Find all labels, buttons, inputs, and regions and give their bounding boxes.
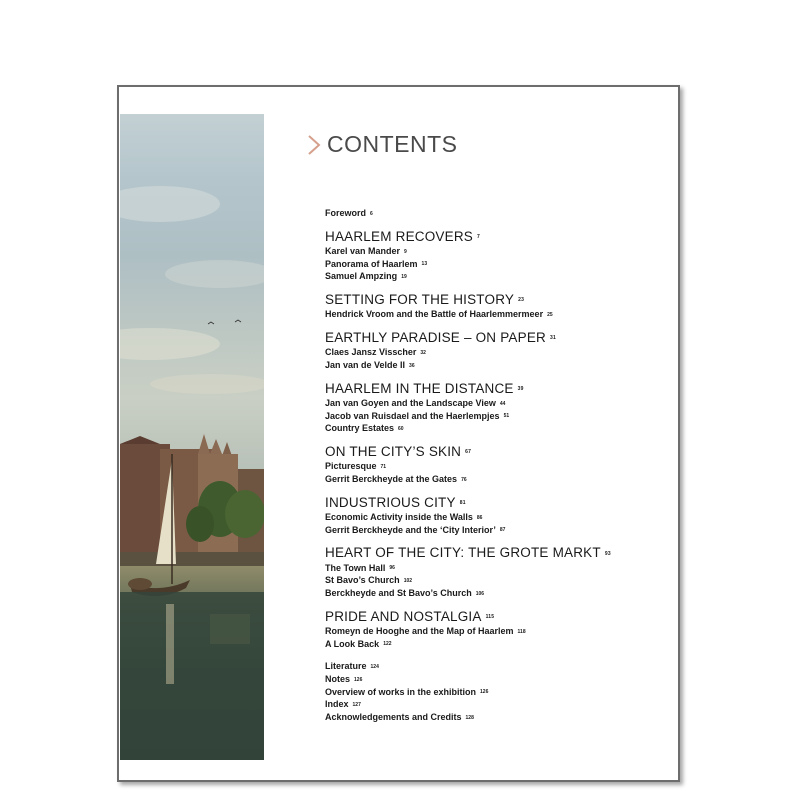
section-title: SETTING FOR THE HISTORY 23 <box>325 291 525 307</box>
toc-backmatter <box>325 660 665 723</box>
toc-page-number: 6 <box>370 210 373 217</box>
toc-entry: Karel van Mander 9 <box>325 246 407 257</box>
toc-section <box>325 330 665 372</box>
toc-entry: Acknowledgements and Credits 128 <box>325 711 474 722</box>
chevron-right-icon <box>307 134 321 156</box>
toc-entry: Economic Activity inside the Walls 86 <box>325 512 483 523</box>
book-page <box>117 85 680 782</box>
section-title: HAARLEM IN THE DISTANCE 39 <box>325 380 524 396</box>
section-page-number: 23 <box>518 297 525 304</box>
section-title: EARTHLY PARADISE – ON PAPER 31 <box>325 330 556 345</box>
toc-entry-label: Foreword <box>325 208 367 218</box>
section-title: INDUSTRIOUS CITY 81 <box>325 494 466 510</box>
toc-section <box>325 495 665 537</box>
toc-foreword <box>325 207 665 220</box>
toc-entry: Jacob van Ruisdael and the Haerlempjes 51 <box>325 410 510 421</box>
section-title: PRIDE AND NOSTALGIA 115 <box>325 608 495 624</box>
toc-section <box>325 229 665 283</box>
toc-entry: Jan van Goyen and the Landscape View 44 <box>325 398 506 409</box>
section-page-number: 39 <box>517 386 524 393</box>
toc-entry: Gerrit Berckheyde at the Gates 76 <box>325 474 467 485</box>
toc-entry: Gerrit Berckheyde and the ‘City Interior’ 87 <box>325 524 506 535</box>
contents-heading <box>307 131 458 158</box>
toc-entry: A Look Back 122 <box>325 638 392 649</box>
section-page-number: 7 <box>476 234 480 241</box>
toc-entry: Romeyn de Hooghe and the Map of Haarlem 118 <box>325 626 526 637</box>
section-page-number: 115 <box>485 614 495 621</box>
toc-section <box>325 545 665 599</box>
section-title: HEART OF THE CITY: THE GROTE MARKT 93 <box>325 545 611 561</box>
toc-entry: Literature 124 <box>325 661 379 672</box>
section-page-number: 67 <box>465 449 472 456</box>
toc-entry: Claes Jansz Visscher 32 <box>325 347 426 358</box>
painting-illustration <box>120 114 264 760</box>
toc-entry: Berckheyde and St Bavo’s Church 106 <box>325 588 485 599</box>
toc-entry: Notes 126 <box>325 674 363 684</box>
section-title: HAARLEM RECOVERS 7 <box>325 228 480 244</box>
toc-entry: St Bavo’s Church 102 <box>325 575 413 586</box>
section-page-number: 31 <box>549 335 556 342</box>
toc-entry: Panorama of Haarlem 13 <box>325 258 428 269</box>
toc-section <box>325 381 665 435</box>
toc-entry: Overview of works in the exhibition 126 <box>325 686 489 697</box>
table-of-contents <box>325 207 665 724</box>
toc-section <box>325 444 665 486</box>
toc-entry: Country Estates 60 <box>325 423 404 434</box>
toc-section <box>325 609 665 651</box>
section-page-number: 93 <box>604 550 611 557</box>
toc-entry: Samuel Ampzing 19 <box>325 271 407 282</box>
toc-entry: Picturesque 71 <box>325 461 387 472</box>
spacer <box>325 650 665 660</box>
section-page-number: 81 <box>459 500 466 507</box>
section-title: ON THE CITY’S SKIN 67 <box>325 444 472 459</box>
toc-entry: Jan van de Velde II 36 <box>325 360 415 371</box>
toc-section <box>325 292 665 321</box>
toc-entry: Hendrick Vroom and the Battle of Haarlemmermeer 25 <box>325 309 553 320</box>
page-title: CONTENTS <box>327 131 458 157</box>
cover-painting-strip <box>120 114 264 760</box>
toc-entry: Index 127 <box>325 699 361 710</box>
toc-entry: The Town Hall 96 <box>325 562 395 573</box>
